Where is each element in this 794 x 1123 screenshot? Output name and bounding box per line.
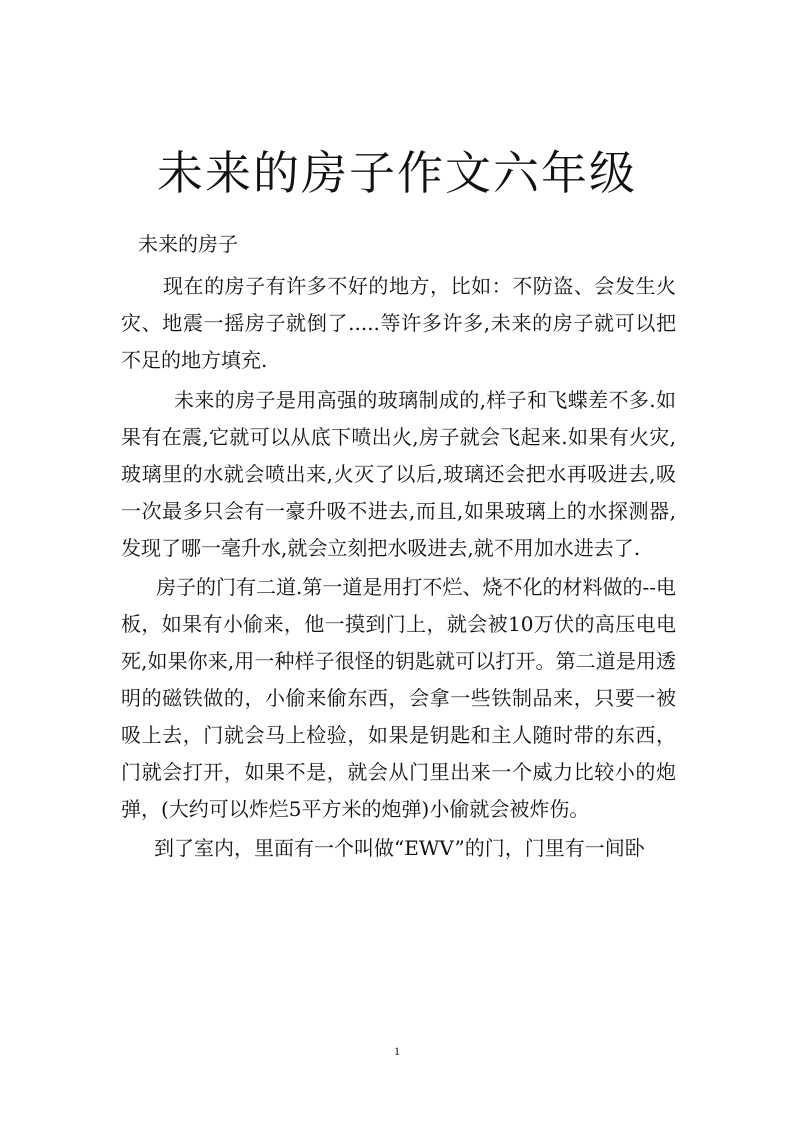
paragraph-1: 现在的房子有许多不好的地方，比如：不防盗、会发生火灾、地震一摇房子就倒了.....等许多许多,未来的房子就可以把不足的地方填充. <box>121 274 676 372</box>
page-number: 1 <box>394 1044 400 1058</box>
document-body <box>121 228 676 867</box>
paragraph-4: 到了室内，里面有一个叫做“EWV”的门，门里有一间卧 <box>154 836 645 860</box>
document-subtitle: 未来的房子 <box>138 232 238 256</box>
document-title: 未来的房子作文六年级 <box>157 146 637 200</box>
paragraph-3: 房子的门有二道.第一道是用打不烂、烧不化的材料做的--电板，如果有小偷来，他一摸到门上，就会被10万伏的高压电电死,如果你来,用一种样子很怪的钥匙就可以打开。第二道是用透明的磁铁做的，小偷来偷东西，会拿一些铁制品来，只要一被吸上去，门就会马上检验，如果是钥匙和主人随时带的东西，门就会打开，如果不是，就会从门里出来一个威力比较小的炮弹，(大约可以炸烂5平方米的炮弹)小偷就会被炸伤。 <box>121 575 676 821</box>
paragraph-2: 未来的房子是用高强的玻璃制成的,样子和飞蝶差不多.如果有在震,它就可以从底下喷出火,房子就会飞起来.如果有火灾,玻璃里的水就会喷出来,火灭了以后,玻璃还会把水再吸进去,吸一次最多只会有一豪升吸不进去,而且,如果玻璃上的水探测器,发现了哪一毫升水,就会立刻把水吸进去,就不用加水进去了. <box>121 388 676 560</box>
